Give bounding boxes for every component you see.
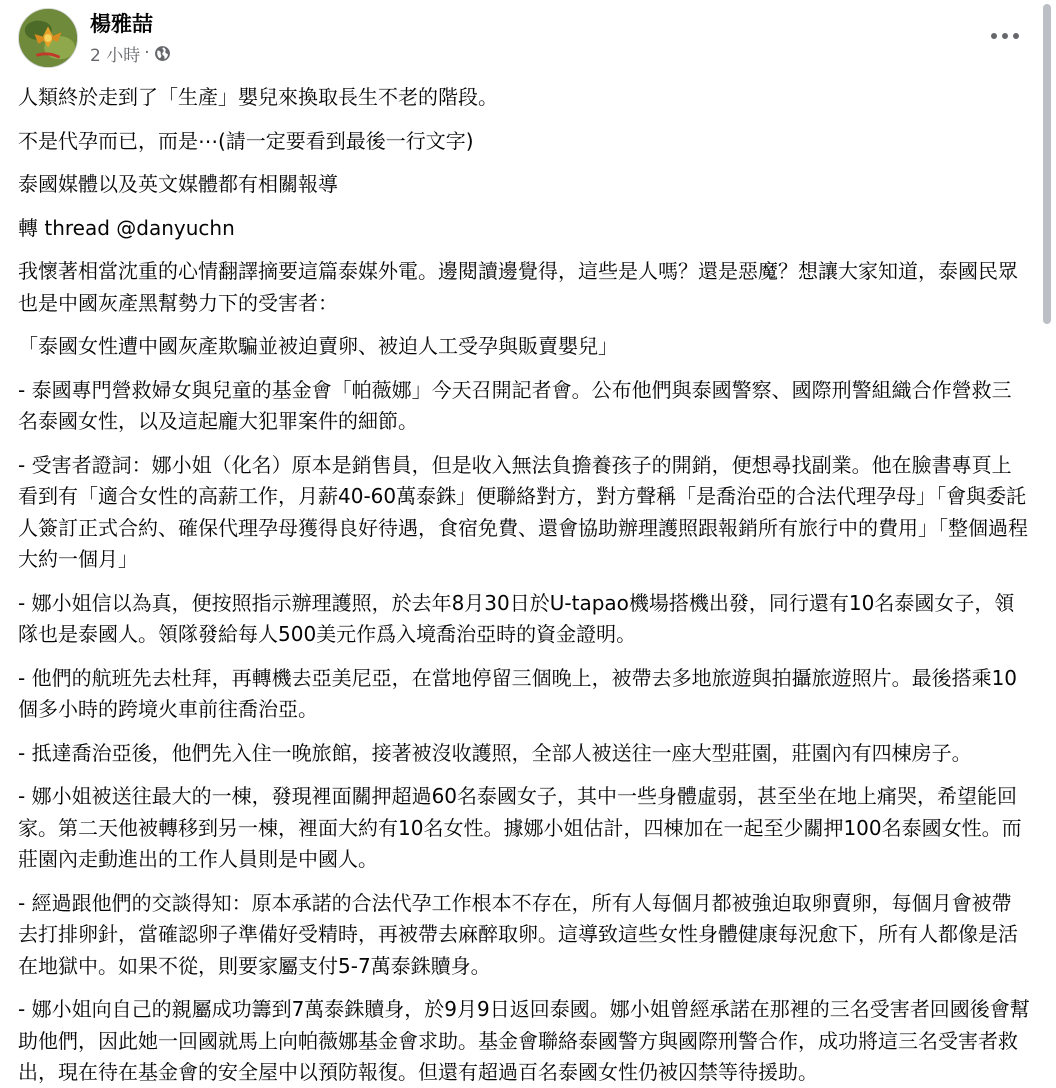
author-avatar[interactable] (18, 8, 78, 68)
post-body (18, 82, 1030, 1088)
scrollbar-thumb[interactable] (1043, 4, 1051, 324)
avatar-image (19, 9, 77, 67)
post-paragraph: - 娜小姐被送往最大的一棟，發現裡面關押超過60名泰國女子，其中一些身體虛弱，甚至坐在地上痛哭，希望能回家。第二天他被轉移到另一棟，裡面大約有10名女性。據娜小姐估計，四棟加在一起至少關押100名泰國女性。而莊園內走動進出的工作人員則是中國人。 (18, 784, 1022, 871)
post-time[interactable]: 2 小時 (90, 45, 141, 66)
post-paragraph: 轉 thread @danyuchn (18, 215, 235, 240)
post-header (0, 0, 1056, 80)
post-paragraph: 人類終於走到了「生產」嬰兒來換取長生不老的階段。 (18, 85, 498, 109)
globe-icon[interactable] (154, 45, 171, 62)
meta-separator: · (144, 43, 150, 63)
post-paragraph: 我懷著相當沈重的心情翻譯摘要這篇泰媒外電。邊閱讀邊覺得，這些是人嗎？還是惡魔？想讓大家知道，泰國民眾也是中國灰產黑幫勢力下的受害者： (18, 259, 1018, 315)
post-paragraph: - 娜小姐向自己的親屬成功籌到7萬泰銖贖身，於9月9日返回泰國。娜小姐曾經承諾在那裡的三名受害者回國後會幫助他們，因此她一回國就馬上向帕薇娜基金會求助。基金會聯絡泰國警方與國際刑警合作，成功將這三名受害者救出，現在待在基金會的安全屋中以預防報復。但還有超過百名泰國女性仍被囚禁等待援助。 (18, 997, 1030, 1084)
post-paragraph: - 他們的航班先去杜拜，再轉機去亞美尼亞，在當地停留三個晚上，被帶去多地旅遊與拍攝旅遊照片。最後搭乘10個多小時的跨境火車前往喬治亞。 (18, 665, 1018, 721)
post-paragraph: - 抵達喬治亞後，他們先入住一晚旅館，接著被沒收護照，全部人被送往一座大型莊園，莊園內有四棟房子。 (18, 740, 972, 765)
author-name[interactable]: 楊雅喆 (90, 12, 153, 36)
more-horizontal-icon (990, 32, 1020, 40)
post-paragraph: - 娜小姐信以為真，便按照指示辦理護照，於去年8月30日於U-tapao機場搭機出發，同行還有10名泰國女子，領隊也是泰國人。領隊發給每人500美元作爲入境喬治亞時的資金證明。 (18, 590, 1015, 646)
post-paragraph: - 受害者證詞：娜小姐（化名）原本是銷售員，但是收入無法負擔養孩子的開銷，便想尋找副業。他在臉書專頁上看到有「適合女性的高薪工作，月薪40-60萬泰銖」便聯絡對方，對方聲稱「是喬治亞的合法代理孕母」「會與委託人簽訂正式合約、確保代理孕母獲得良好待遇，食宿免費、還會協助辦理護照跟報銷所有旅行中的費用」「整個過程大約一個月」 (18, 452, 1028, 571)
post-paragraph: 不是代孕而已，而是⋯(請一定要看到最後一行文字) (18, 128, 474, 153)
post-meta (90, 40, 171, 66)
more-options-button[interactable] (982, 18, 1028, 54)
post-paragraph: - 泰國專門營救婦女與兒童的基金會「帕薇娜」今天召開記者會。公布他們與泰國警察、國際刑警組織合作營救三名泰國女性，以及這起龐大犯罪案件的細節。 (18, 377, 1012, 433)
post-paragraph: - 經過跟他們的交談得知：原本承諾的合法代孕工作根本不存在，所有人每個月都被強迫取卵賣卵，每個月會被帶去打排卵針，當確認卵子準備好受精時，再被帶去麻醉取卵。這導致這些女性身體健康每況愈下，所有人都像是活在地獄中。如果不從，則要家屬支付5-7萬泰銖贖身。 (18, 890, 1018, 978)
post-paragraph: 泰國媒體以及英文媒體都有相關報導 (18, 172, 338, 196)
post-paragraph: 「泰國女性遭中國灰產欺騙並被迫賣卵、被迫人工受孕與販賣嬰兒」 (18, 334, 618, 358)
